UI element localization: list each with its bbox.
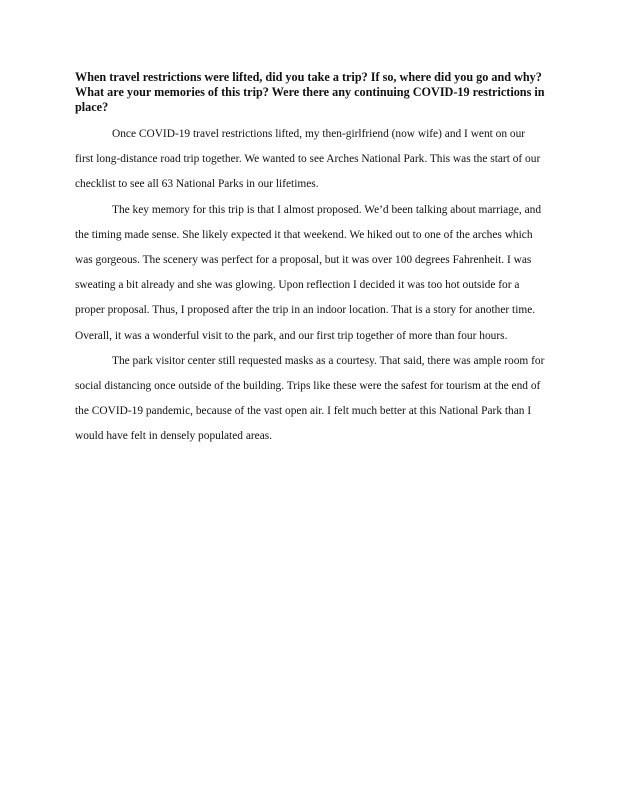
paragraph-covid-restrictions: The park visitor center still requested masks as a courtesy. That said, there was ample room for social distancing once outside of the building. Trips like these were the safest for tourism at the end of the COVID-19 pandemic, because of the vast open air. I felt much better at this National Park than I would have felt in densely populated areas. [75, 354, 545, 443]
paragraph-road-trip: Once COVID-19 travel restrictions lifted, my then-girlfriend (now wife) and I went on our first long-distance road trip together. We wanted to see Arches National Park. This was the start of our checklist to see all 63 National Parks in our lifetimes. [75, 128, 541, 191]
document-body [75, 70, 545, 450]
question-heading: When travel restrictions were lifted, did you take a trip? If so, where did you go and why? What are your memories of this trip? Were there any continuing COVID-19 restrictions in place? [75, 70, 545, 114]
paragraph-proposal-memory: The key memory for this trip is that I almost proposed. We’d been talking about marriage, and the timing made sense. She likely expected it that weekend. We hiked out to one of the arches which was gorgeous. The scenery was perfect for a proposal, but it was over 100 degrees Fahrenheit. I was sweating a bit already and she was glowing. Upon reflection I decided it was too hot outside for a proper proposal. Thus, I proposed after the trip in an indoor location. That is a story for another time. Overall, it was a wonderful visit to the park, and our first trip together of more than four hours. [75, 203, 542, 342]
